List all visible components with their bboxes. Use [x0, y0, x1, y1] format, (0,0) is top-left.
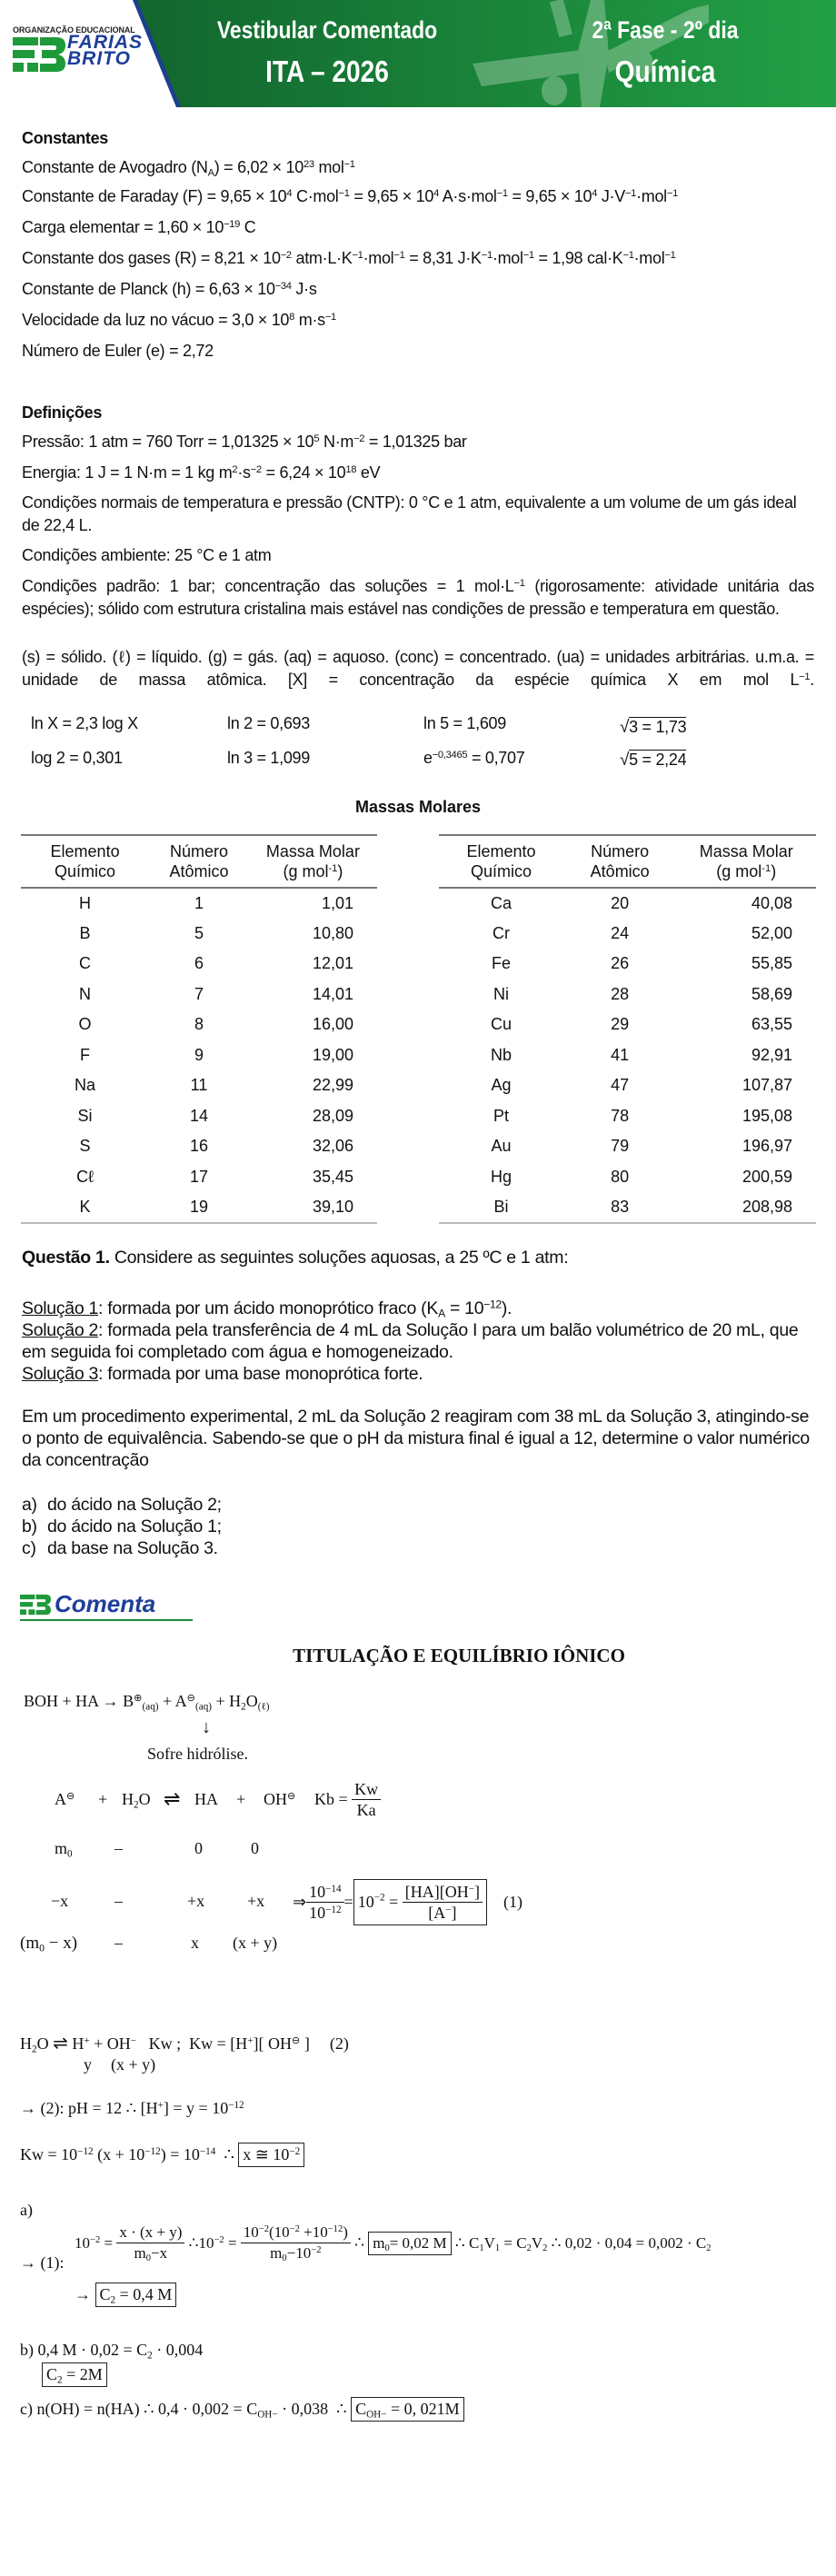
- ln-5: ln 5 = 1,609: [423, 714, 506, 732]
- cell-massa: 58,69: [751, 984, 792, 1003]
- cell-elemento: Ni: [493, 984, 509, 1003]
- cell-elemento: Au: [491, 1137, 512, 1156]
- questao-enunciado: Em um procedimento experimental, 2 mL da Solução 2 reagiram com 38 mL da Solução 3, atingindo-se o ponto de equivalência. Sabendo-se que o pH da mistura final é igual a 12, determine o valor numérico da concentração: [22, 1407, 810, 1470]
- cell-elemento: Cu: [490, 1015, 512, 1034]
- equilibrium-arrow-icon: ⇌: [164, 1787, 181, 1810]
- cell-elemento: B: [79, 923, 91, 942]
- cell-massa: 40,08: [751, 893, 792, 912]
- sqrt-icon: √: [620, 718, 630, 737]
- table-row: [439, 1131, 816, 1162]
- ice-reage-h2o: –: [114, 1892, 123, 1910]
- cell-massa: 1,01: [321, 893, 353, 912]
- table-row: [21, 1010, 377, 1040]
- section-title: TITULAÇÃO E EQUILÍBRIO IÔNICO: [293, 1645, 625, 1666]
- log-2: log 2 = 0,301: [31, 749, 123, 767]
- cell-numero: 14: [189, 1106, 208, 1125]
- resolucao-a-equation: $10^{-2}$ = $\frac{x \cdot (x + y)}{m_0-x}$ $\therefore 10^{-2}$ = $\frac{10^{-2}(10^{-2} +10^{-12})}{m_0-10^{-2}}$ ∴ $m_0= 0,02$ M ∴ $C_1V_1 = C_2V_2$ ∴ $0,02 \cdot 0,04 = 0,002 \cdot C_2$: [75, 2223, 712, 2264]
- cell-numero: 1: [194, 893, 204, 912]
- cell-elemento: Bi: [439, 1192, 563, 1223]
- constantes-title: Constantes: [22, 129, 109, 147]
- sqrt-3: √3 = 1,73: [620, 718, 687, 737]
- cell-numero: 26: [611, 954, 630, 973]
- cell-massa: 22,99: [312, 1076, 353, 1095]
- ice-inicio-h2o: –: [114, 1839, 123, 1857]
- cell-numero: 17: [189, 1167, 208, 1186]
- header-elemento: Elemento Químico: [21, 835, 149, 888]
- def-simbolos: (s) = sólido. (ℓ) = líquido. (g) = gás. (aq) = aquoso. (conc) = concentrado. (ua) = unidades arbitrárias. u.m.a. = unidade de massa atômica. [X] = concentração da espécie química X em mol $L^{-1}$.: [22, 648, 814, 689]
- table-row: [21, 1040, 377, 1071]
- cell-elemento: S: [79, 1137, 91, 1156]
- def-pressao: Pressão: 1 atm = 760 Torr = $1,01325 \times 10^5$ $N\cdot m^{-2} = 1,01325$ bar: [22, 433, 467, 451]
- cell-numero: 83: [563, 1192, 677, 1223]
- eq-hidrolise-ha: HA: [194, 1790, 218, 1808]
- cell-elemento: Cℓ: [76, 1167, 94, 1186]
- cell-elemento: Si: [77, 1106, 93, 1125]
- cell-massa: 32,06: [312, 1137, 353, 1156]
- ln-2: ln 2 = 0,693: [227, 714, 310, 732]
- resolucao-a-result: → $C_2 = 0,4$ M: [75, 2283, 176, 2307]
- cell-elemento: Fe: [491, 954, 511, 973]
- header-elemento: Elemento Químico: [439, 835, 563, 888]
- eq-hidrolise-plus1: +: [98, 1790, 108, 1808]
- table-row: [439, 1010, 816, 1040]
- header-massa: Massa Molar (g mol$^{-1}$): [249, 835, 377, 888]
- table-row: [21, 1131, 377, 1162]
- table-row: [439, 1101, 816, 1132]
- cell-massa: 196,97: [741, 1137, 792, 1156]
- cell-numero: 19: [149, 1192, 249, 1223]
- ice-inicio-m0: $m_0$: [55, 1839, 73, 1860]
- comenta-text: Comenta: [55, 1590, 156, 1617]
- boxed-m0-result: $m_0= 0,02$ M: [368, 2232, 451, 2255]
- item-b: b) do ácido na Solução 1;: [22, 1517, 222, 1537]
- ice-eq-a: $(m_0 - x)$: [20, 1934, 78, 1954]
- questao-itens: [22, 1494, 814, 1559]
- ice-reage-a: −x: [51, 1892, 69, 1910]
- eq-agua-xy: (x + y): [111, 2055, 156, 2074]
- eq-agua-y: y: [84, 2055, 92, 2074]
- resolucao-b-result: [42, 2362, 107, 2387]
- ice-eq-h2o: –: [114, 1934, 123, 1952]
- cell-numero: 78: [611, 1106, 630, 1125]
- def-cntp: Condições normais de temperatura e pressão (CNTP): 0 °C e 1 atm, equivalente a um volume de um gás ideal de 22,4 L.: [22, 493, 797, 534]
- header-phase: 2ª Fase - 2º dia: [592, 16, 739, 44]
- cell-elemento: O: [78, 1015, 92, 1034]
- boxed-coh-result: $C_{OH-} = 0$, 021M: [351, 2397, 464, 2422]
- logo-org-text: ORGANIZAÇÃO EDUCACIONAL: [13, 25, 135, 35]
- cell-numero: 20: [611, 893, 630, 912]
- cell-elemento: N: [79, 984, 92, 1003]
- constante-planck: Constante de Planck $(h) = 6,63 \times 10^{-34}$ J·s: [22, 280, 317, 298]
- constante-gases: Constante dos gases $(R) = 8,21 \times 10^{-2}$ $atm\cdot L\cdot K^{-1}\cdot mol^{-1} = 8,31$ $J\cdot K^{-1}\cdot mol^{-1} = 1,98$ $cal\cdot K^{-1}\cdot mol^{-1}$: [22, 249, 676, 267]
- fb-logo-icon: [20, 1594, 51, 1616]
- table-row: [439, 1070, 816, 1101]
- cell-massa: 16,00: [312, 1015, 353, 1034]
- table-row: [439, 1192, 816, 1223]
- cell-numero: 29: [611, 1015, 630, 1034]
- cell-massa: 107,87: [741, 1076, 792, 1095]
- boxed-x-result: x ≅ $10^{-2}$: [238, 2143, 304, 2167]
- cell-massa: 208,98: [676, 1192, 816, 1223]
- cell-numero: 47: [611, 1076, 630, 1095]
- molar-mass-table-right: [439, 834, 816, 1224]
- table-row: [439, 1040, 816, 1071]
- table-row: [21, 1101, 377, 1132]
- ice-eq-oh: (x + y): [233, 1934, 278, 1952]
- item-c: c) da base na Solução 3.: [22, 1538, 218, 1558]
- table-row: [21, 1070, 377, 1101]
- solucao-2: Solução 2: formada pela transferência de 4 mL da Solução I para um balão volumétrico de 20 mL, que em seguida foi completado com água e homogeneizado.: [22, 1320, 799, 1362]
- ln-3: ln 3 = 1,099: [227, 749, 310, 767]
- header-massa: Massa Molar (g mol$^{-1}$): [676, 835, 816, 888]
- cell-massa: 55,85: [751, 954, 792, 973]
- logo-name-line1: FARIAS: [67, 32, 144, 53]
- cell-numero: 79: [611, 1137, 630, 1156]
- cell-elemento: Ag: [491, 1076, 512, 1095]
- cell-massa: 39,10: [249, 1192, 377, 1223]
- eq-hidrolise-h2o: $H_2O$: [122, 1790, 151, 1811]
- carga-elementar: Carga elementar = $1,60 \times 10^{-19}$ C: [22, 218, 256, 236]
- eq-agua: $H_2O$ ⇌ H+ + OH− Kw ; Kw = [H+][ OH⊖ ] (2): [20, 2034, 349, 2055]
- ice-eq-ha: x: [191, 1934, 199, 1952]
- table-header-row: [439, 835, 816, 888]
- header-subject: Química: [614, 55, 716, 88]
- cell-elemento: Na: [75, 1076, 96, 1095]
- header-numero: Número Atômico: [563, 835, 677, 888]
- definicoes-title: Definições: [22, 403, 103, 422]
- header-title-exam: ITA – 2026: [265, 55, 389, 88]
- table-row: [439, 949, 816, 980]
- cell-massa: 10,80: [312, 923, 353, 942]
- cell-numero: 6: [194, 954, 204, 973]
- numero-euler: Número de Euler (e) = 2,72: [22, 342, 214, 360]
- eq-hidrolise-a: A⊖: [55, 1790, 75, 1808]
- resolucao-a-ref: → (1):: [20, 2253, 65, 2272]
- kb-expression: Kb = $\frac{Kw}{Ka}$: [314, 1779, 381, 1820]
- equilibrium-arrow-icon: ⇌: [53, 2034, 68, 2054]
- cell-massa: 14,01: [312, 984, 353, 1003]
- def-padrao: Condições padrão: 1 bar; concentração das soluções = 1 $mol\cdot L^{-1}$ (rigorosamente: atividade unitária das espécies); sólido com estrutura cristalina mais estável nas condições de pressão e temperatura em questão.: [22, 577, 814, 618]
- questao-1-intro: Questão 1. Considere as seguintes soluções aquosas, a 25 ºC e 1 atm:: [22, 1248, 569, 1268]
- cell-numero: 80: [611, 1167, 630, 1186]
- ice-inicio-ha: 0: [194, 1839, 203, 1857]
- cell-numero: 11: [190, 1076, 208, 1095]
- table-row: [21, 980, 377, 1010]
- header-title-vestibular: Vestibular Comentado: [216, 16, 438, 44]
- molar-mass-table-left: [21, 834, 377, 1224]
- comenta-underline: [20, 1619, 193, 1621]
- def-ambiente: Condições ambiente: 25 °C e 1 atm: [22, 546, 272, 564]
- cell-massa: 28,09: [312, 1106, 353, 1125]
- resolucao-c: c) n(OH) = n(HA) ∴ $0,4 \cdot 0,002 = C_{OH-} \cdot 0,038$ ∴ $C_{OH-} = 0$, 021M: [20, 2397, 464, 2422]
- velocidade-luz: Velocidade da luz no vácuo = $3,0 \times 10^8$ $m\cdot s^{-1}$: [22, 311, 336, 329]
- solucao-1: Solução 1: formada por um ácido monoprótico fraco $(K_A = 10^{-12})$.: [22, 1298, 513, 1320]
- ln-x: ln X = 2,3 log X: [31, 714, 138, 732]
- boxed-c2-2m: $C_2 = 2M$: [42, 2362, 107, 2387]
- ice-inicio-oh: 0: [251, 1839, 259, 1857]
- cell-massa: 35,45: [312, 1167, 353, 1186]
- resolucao-a-label: a): [20, 2201, 33, 2219]
- cell-elemento: Pt: [493, 1106, 509, 1125]
- reacao-neutralizacao: BOH + HA → $B^\oplus_{(aq)} + A^⊖_{(aq)} + H_2O_{(\ell)}$: [24, 1692, 270, 1713]
- farias-brito-logo: [13, 25, 158, 80]
- table-row: [439, 888, 816, 919]
- constante-avogadro: Constante de Avogadro $(N_A) = 6,02 \times 10^{23}$ mol$^{-1}$: [22, 158, 355, 179]
- cell-massa: 63,55: [751, 1015, 792, 1034]
- def-energia: Energia: 1 J = 1 N·m = 1 kg $m^2\cdot s^{-2} = 6,24 \times 10^{18}$ eV: [22, 463, 381, 482]
- cell-numero: 16: [189, 1137, 208, 1156]
- ice-reage-ha: +x: [187, 1892, 205, 1910]
- boxed-kb-equation: $10^{-2}$ = $\frac{[HA][OH^-]}{[A^-]}$: [353, 1879, 487, 1925]
- cell-numero: 24: [611, 923, 630, 942]
- table-row: [439, 980, 816, 1010]
- eq-hidrolise-oh: OH⊖: [264, 1790, 296, 1808]
- sofre-hidrolise: Sofre hidrólise.: [147, 1745, 248, 1763]
- cell-elemento: C: [79, 954, 92, 973]
- eq-hidrolise-plus2: +: [236, 1790, 246, 1808]
- questao-solucoes: [22, 1298, 814, 1385]
- resolucao-b: b) 0,4 $M \cdot 0,02 = C_2 \cdot 0,004$: [20, 2341, 204, 2362]
- logo-name: [67, 32, 144, 69]
- solucao-3: Solução 3: formada por uma base monoprótica forte.: [22, 1364, 423, 1384]
- header-numero: Número Atômico: [149, 835, 249, 888]
- comenta-logo: [20, 1592, 193, 1623]
- fb-logo-icon: [13, 37, 65, 72]
- cell-numero: 28: [611, 984, 630, 1003]
- cell-massa: 195,08: [741, 1106, 792, 1125]
- cell-numero: 41: [611, 1045, 630, 1064]
- table-row: [21, 1162, 377, 1193]
- table-row: [439, 919, 816, 950]
- page-header: [0, 0, 836, 107]
- sqrt-icon: √: [620, 751, 630, 770]
- ph-line: → (2): pH = 12 ∴ $[H^+] = y = 10^{-12}$: [20, 2099, 244, 2117]
- cell-elemento: Nb: [490, 1045, 512, 1064]
- cell-elemento: Hg: [490, 1167, 512, 1186]
- cell-elemento: K: [21, 1192, 149, 1223]
- cell-elemento: H: [79, 893, 92, 912]
- logo-name-line2: BRITO: [67, 48, 131, 69]
- cell-numero: 9: [194, 1045, 204, 1064]
- table-row: [21, 919, 377, 950]
- cell-numero: 8: [194, 1015, 204, 1034]
- arrow-down-icon: ↓: [202, 1717, 211, 1737]
- exp-value: $e^{-0,3465} = 0,707$: [423, 749, 525, 767]
- cell-numero: 5: [194, 923, 204, 942]
- table-row: [21, 888, 377, 919]
- ice-reage-oh: +x: [247, 1892, 265, 1910]
- table-header-row: [21, 835, 377, 888]
- item-a: a) do ácido na Solução 2;: [22, 1495, 222, 1515]
- cell-elemento: Cr: [492, 923, 510, 942]
- massas-molares-title: Massas Molares: [354, 798, 482, 816]
- constante-faraday: Constante de Faraday $(F) = 9,65 \times 10^4$ $C\cdot mol^{-1} = 9,65 \times 10^4$ $A\cdot s\cdot mol^{-1} = 9,65 \times 10^4$ $J\cdot V^{-1}\cdot mol^{-1}$: [22, 187, 679, 205]
- cell-massa: 200,59: [741, 1167, 792, 1186]
- sqrt-5: √5 = 2,24: [620, 751, 687, 770]
- kw-line: $Kw = 10^{-12}$ $(x + 10^{-12}) = 10^{-14}$ ∴ x ≅ $10^{-2}$: [20, 2143, 304, 2167]
- kb-result: ⇒ $\frac{10^{-14}}{10^{-12}}$ = $10^{-2}$ = $\frac{[HA][OH^-]}{[A^-]}$ (1): [293, 1879, 522, 1925]
- table-row: [21, 1192, 377, 1223]
- boxed-c2-result: $C_2 = 0,4$ M: [95, 2283, 177, 2307]
- table-row: [439, 1162, 816, 1193]
- cell-elemento: Ca: [490, 893, 512, 912]
- cell-numero: 7: [194, 984, 204, 1003]
- cell-massa: 52,00: [751, 923, 792, 942]
- cell-massa: 92,91: [751, 1045, 792, 1064]
- cell-massa: 19,00: [312, 1045, 353, 1064]
- cell-massa: 12,01: [312, 954, 353, 973]
- table-row: [21, 949, 377, 980]
- cell-elemento: F: [80, 1045, 91, 1064]
